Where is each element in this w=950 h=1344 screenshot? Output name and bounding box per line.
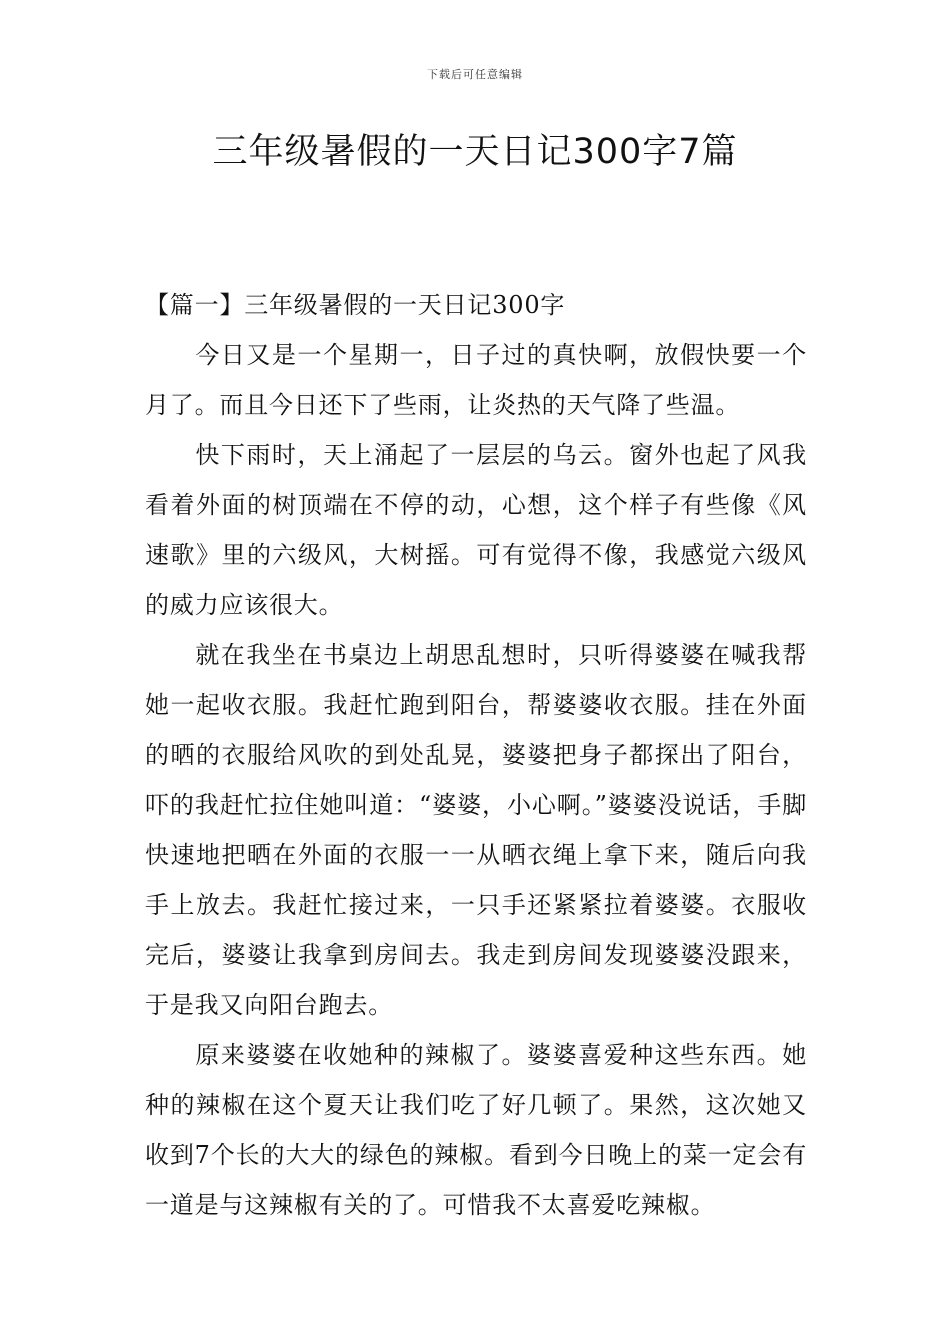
paragraph: 快下雨时，天上涌起了一层层的乌云。窗外也起了风我看着外面的树顶端在不停的动，心想，这个样子有些像《风速歌》里的六级风，大树摇。可有觉得不像，我感觉六级风的威力应该很大。 bbox=[145, 441, 807, 619]
paragraph: 原来婆婆在收她种的辣椒了。婆婆喜爱种这些东西。她种的辣椒在这个夏天让我们吃了好几顿了。果然，这次她又收到7个长的大大的绿色的辣椒。看到今日晚上的菜一定会有一道是与这辣椒有关的了。可惜我不太喜爱吃辣椒。 bbox=[145, 1041, 807, 1219]
section-heading: 【篇一】三年级暑假的一天日记300字 bbox=[145, 291, 566, 319]
document-title: 三年级暑假的一天日记300字7篇 bbox=[212, 132, 738, 172]
page-header-note: 下载后可任意编辑 bbox=[427, 68, 523, 81]
document-body bbox=[145, 280, 807, 1230]
paragraph: 今日又是一个星期一，日子过的真快啊，放假快要一个月了。而且今日还下了些雨，让炎热的天气降了些温。 bbox=[145, 341, 807, 419]
paragraph: 就在我坐在书桌边上胡思乱想时，只听得婆婆在喊我帮她一起收衣服。我赶忙跑到阳台，帮婆婆收衣服。挂在外面的晒的衣服给风吹的到处乱晃，婆婆把身子都探出了阳台，吓的我赶忙拉住她叫道：“婆婆，小心啊。”婆婆没说话，手脚快速地把晒在外面的衣服一一从晒衣绳上拿下来，随后向我手上放去。我赶忙接过来，一只手还紧紧拉着婆婆。衣服收完后，婆婆让我拿到房间去。我走到房间发现婆婆没跟来，于是我又向阳台跑去。 bbox=[145, 641, 807, 1019]
